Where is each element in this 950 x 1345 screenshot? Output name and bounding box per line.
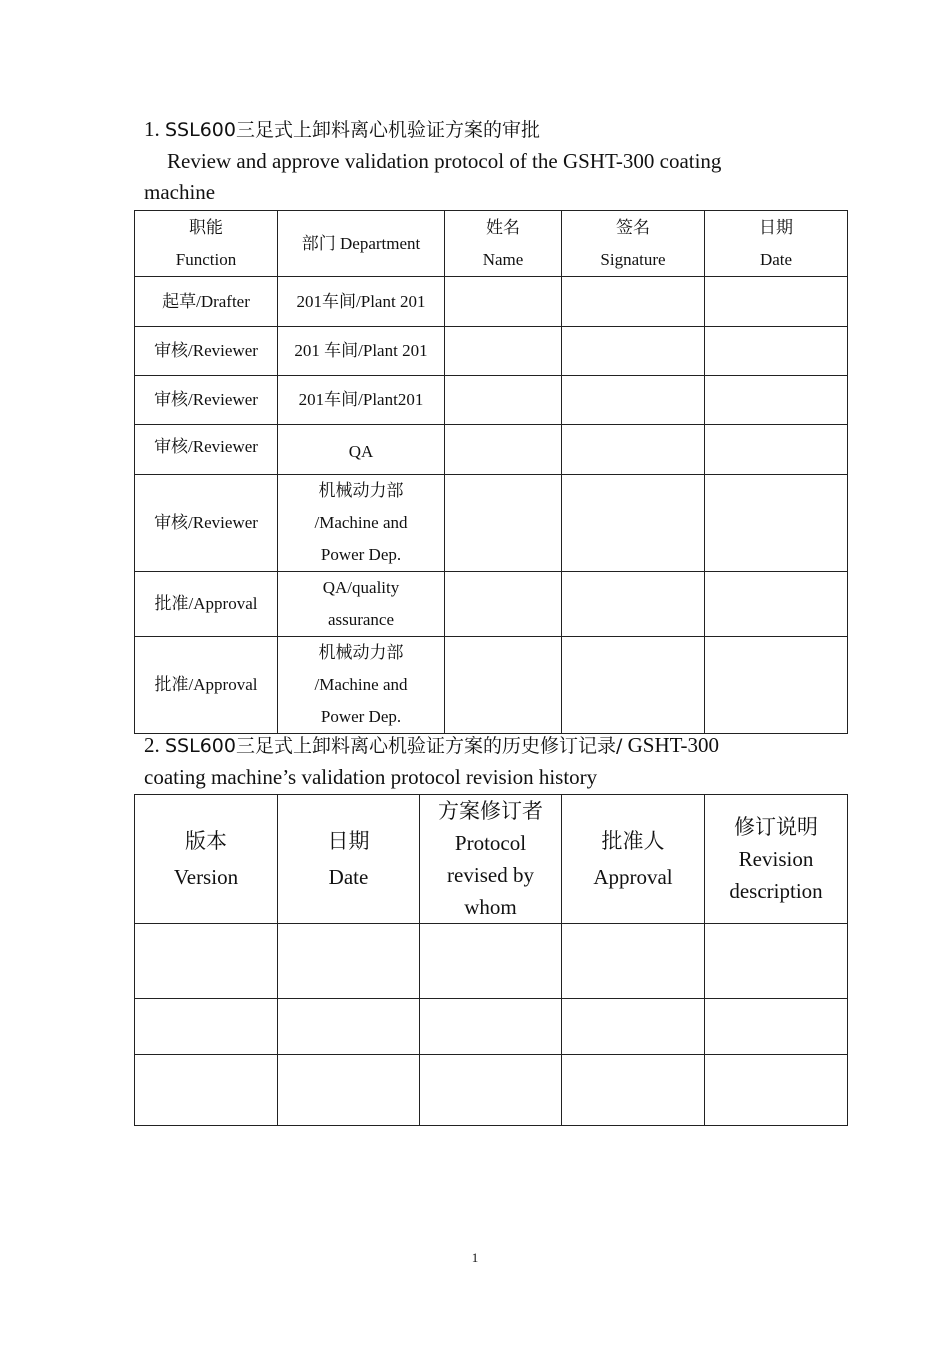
- revised-by-field[interactable]: [420, 999, 562, 1055]
- header-version-cn: 版本: [185, 829, 227, 853]
- department-cell: 机械动力部 /Machine and Power Dep.: [278, 475, 445, 572]
- approval-field[interactable]: [562, 924, 705, 999]
- header-signature: [562, 211, 705, 277]
- name-field[interactable]: [445, 572, 562, 637]
- header-rev-date: [278, 795, 420, 924]
- function-cell: 审核/Reviewer: [135, 425, 278, 475]
- approval-header-row: [135, 211, 848, 277]
- header-department-label: 部门 Department: [301, 233, 421, 253]
- section1-title-en-line1: Review and approve validation protocol of the GSHT-300 coating: [167, 149, 722, 173]
- date-field[interactable]: [705, 572, 848, 637]
- table-row: [135, 572, 848, 637]
- header-signature-cn: 签名: [616, 217, 650, 237]
- signature-field[interactable]: [562, 327, 705, 376]
- signature-field[interactable]: [562, 425, 705, 475]
- table-row: [135, 327, 848, 376]
- table-row: [135, 376, 848, 425]
- section2-heading: [144, 730, 844, 793]
- version-field[interactable]: [135, 999, 278, 1055]
- date-field[interactable]: [705, 376, 848, 425]
- date-field[interactable]: [705, 425, 848, 475]
- header-revision-description-cn: 修订说明: [734, 815, 818, 839]
- signature-field[interactable]: [562, 376, 705, 425]
- department-cell: 201车间/Plant 201: [278, 277, 445, 327]
- section2-title-cn: SSL600三足式上卸料离心机验证方案的历史修订记录/: [165, 735, 623, 757]
- header-approval-cn: 批准人: [601, 829, 665, 853]
- header-name: [445, 211, 562, 277]
- date-field[interactable]: [705, 637, 848, 734]
- function-cell: 批准/Approval: [135, 572, 278, 637]
- section2-number: 2.: [144, 733, 160, 757]
- function-cell: 审核/Reviewer: [135, 376, 278, 425]
- function-cell: 批准/Approval: [135, 637, 278, 734]
- description-field[interactable]: [705, 924, 848, 999]
- name-field[interactable]: [445, 637, 562, 734]
- date-field[interactable]: [705, 277, 848, 327]
- date-field[interactable]: [278, 1055, 420, 1126]
- header-revised-by-en: Protocol revised by whom: [447, 831, 534, 919]
- department-cell: 机械动力部 /Machine and Power Dep.: [278, 637, 445, 734]
- date-field[interactable]: [705, 475, 848, 572]
- header-version-en: Version: [173, 865, 239, 889]
- header-rev-date-cn: 日期: [327, 829, 370, 853]
- description-field[interactable]: [705, 999, 848, 1055]
- header-function-cn: 职能: [189, 217, 223, 237]
- approval-table: [134, 210, 848, 734]
- table-row: [135, 1055, 848, 1126]
- header-rev-date-en: Date: [328, 865, 369, 889]
- header-approval-en: Approval: [593, 865, 673, 889]
- name-field[interactable]: [445, 327, 562, 376]
- section1-title-en-line2: machine: [144, 180, 216, 204]
- header-department: [278, 211, 445, 277]
- name-field[interactable]: [445, 425, 562, 475]
- table-row: [135, 924, 848, 999]
- section2-title-en-tail: GSHT-300: [627, 733, 720, 757]
- header-date: [705, 211, 848, 277]
- approval-field[interactable]: [562, 999, 705, 1055]
- signature-field[interactable]: [562, 475, 705, 572]
- header-approval: [562, 795, 705, 924]
- department-cell: 201车间/Plant201: [278, 376, 445, 425]
- department-cell: QA/quality assurance: [278, 572, 445, 637]
- approval-field[interactable]: [562, 1055, 705, 1126]
- header-revision-description-en: Revision description: [729, 847, 823, 903]
- section1-heading: [144, 114, 844, 208]
- header-name-en: Name: [482, 249, 524, 269]
- version-field[interactable]: [135, 924, 278, 999]
- signature-field[interactable]: [562, 277, 705, 327]
- section1-number: 1.: [144, 117, 160, 141]
- name-field[interactable]: [445, 475, 562, 572]
- function-cell: 起草/Drafter: [135, 277, 278, 327]
- header-revised-by-cn: 方案修订者: [438, 799, 543, 823]
- signature-field[interactable]: [562, 572, 705, 637]
- signature-field[interactable]: [562, 637, 705, 734]
- function-cell: 审核/Reviewer: [135, 327, 278, 376]
- version-field[interactable]: [135, 1055, 278, 1126]
- revised-by-field[interactable]: [420, 924, 562, 999]
- table-row: [135, 637, 848, 734]
- header-version: [135, 795, 278, 924]
- date-field[interactable]: [705, 327, 848, 376]
- name-field[interactable]: [445, 277, 562, 327]
- table-row: [135, 425, 848, 475]
- table-row: [135, 999, 848, 1055]
- header-date-cn: 日期: [759, 217, 793, 237]
- revision-header-row: [135, 795, 848, 924]
- header-name-cn: 姓名: [486, 217, 520, 237]
- table-row: [135, 475, 848, 572]
- date-field[interactable]: [278, 924, 420, 999]
- header-function-en: Function: [175, 249, 237, 269]
- header-date-en: Date: [759, 249, 793, 269]
- function-cell: 审核/Reviewer: [135, 475, 278, 572]
- revision-table: [134, 794, 848, 1126]
- department-cell: QA: [278, 425, 445, 475]
- department-cell: 201 车间/Plant 201: [278, 327, 445, 376]
- section2-title-en-line2: coating machine’s validation protocol revision history: [144, 765, 598, 789]
- header-signature-en: Signature: [600, 249, 666, 269]
- header-function: [135, 211, 278, 277]
- name-field[interactable]: [445, 376, 562, 425]
- table-row: [135, 277, 848, 327]
- section1-title-cn: SSL600三足式上卸料离心机验证方案的审批: [165, 119, 540, 141]
- revised-by-field[interactable]: [420, 1055, 562, 1126]
- page-number: 1: [471, 1250, 479, 1265]
- description-field[interactable]: [705, 1055, 848, 1126]
- header-revised-by: [420, 795, 562, 924]
- date-field[interactable]: [278, 999, 420, 1055]
- header-revision-description: [705, 795, 848, 924]
